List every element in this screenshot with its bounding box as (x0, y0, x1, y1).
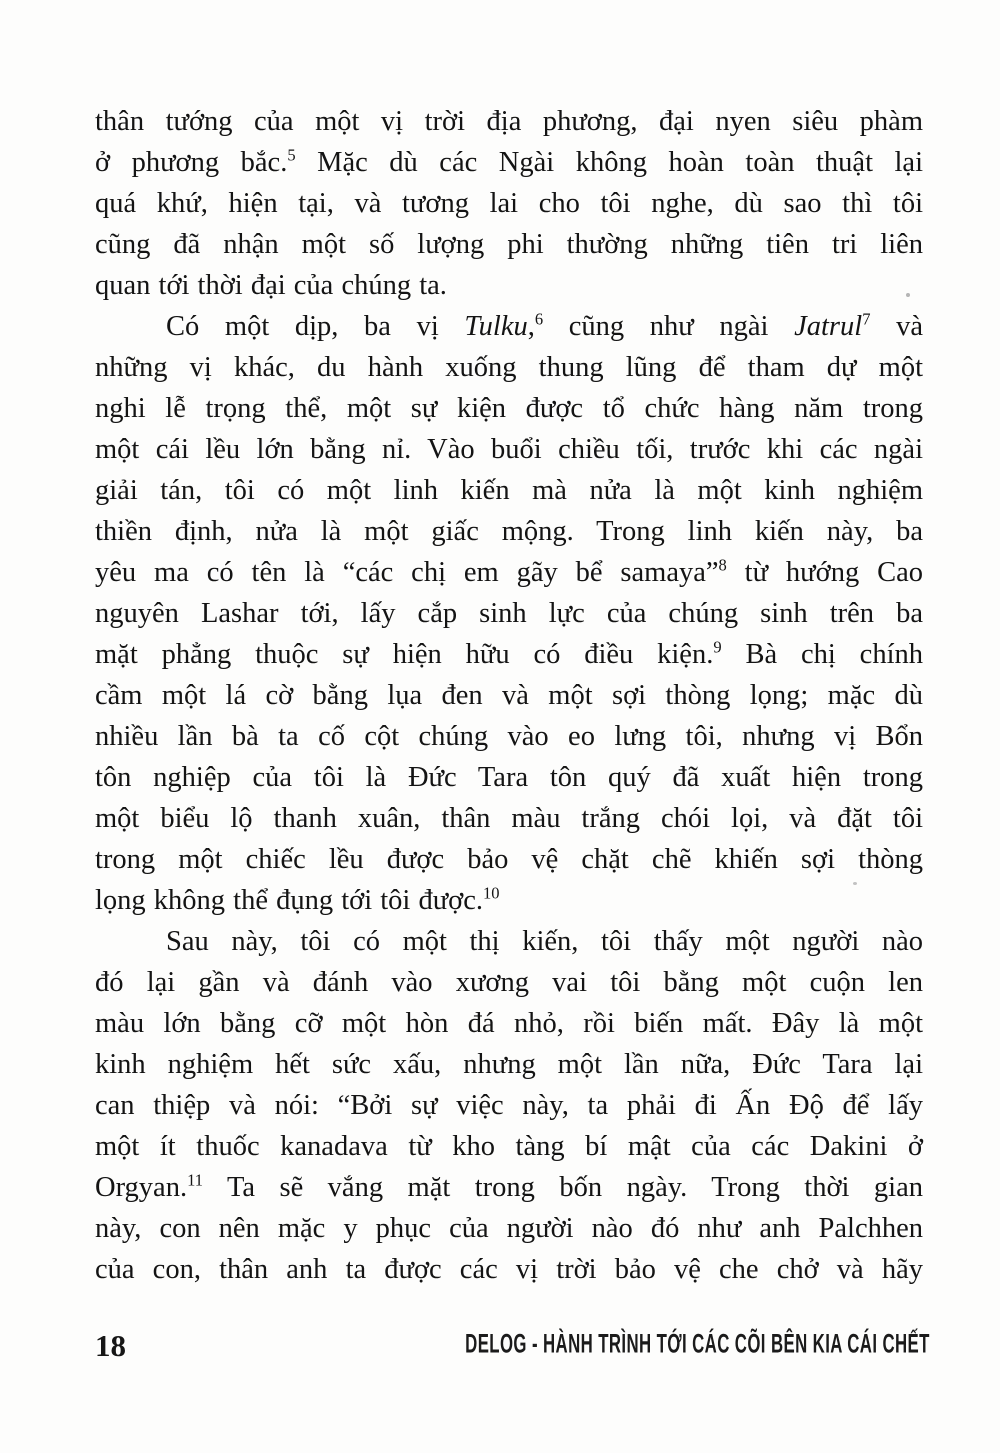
text-line: nghi lễ trọng thể, một sự kiện được tổ chức hàng năm trong (95, 393, 923, 424)
text-line: thân tướng của một vị trời địa phương, đại nyen siêu phàm (95, 106, 923, 137)
text-line: giải tán, tôi có một linh kiến mà nửa là một kinh nghiệm (95, 475, 923, 506)
scan-speckle (906, 293, 910, 297)
text-line: quan tới thời đại của chúng ta. (95, 270, 447, 301)
text-line: một ít thuốc kanadava từ kho tàng bí mật của các Dakini ở (95, 1131, 923, 1162)
text-line: màu lớn bằng cỡ một hòn đá nhỏ, rồi biến mất. Đây là một (95, 1008, 923, 1039)
body-text (95, 101, 923, 1290)
page-number: 18 (95, 1328, 126, 1363)
body-paragraph (95, 921, 923, 1290)
text-line: trong một chiếc lều được bảo vệ chặt chẽ khiến sợi thòng (95, 844, 923, 875)
text-line: Orgyan.$^{11}$ Ta sẽ vắng mặt trong bốn ngày. Trong thời gian (95, 1170, 923, 1203)
text-line: quá khứ, hiện tại, và tương lai cho tôi nghe, dù sao thì tôi (95, 188, 923, 219)
text-line: cũng đã nhận một số lượng phi thường những tiên tri liên (95, 229, 923, 260)
text-line: kinh nghiệm hết sức xấu, nhưng một lần nữa, Đức Tara lại (95, 1049, 923, 1080)
text-line: ở phương bắc.$^5$ Mặc dù các Ngài không hoàn toàn thuật lại (95, 145, 924, 178)
text-line: yêu ma có tên là “các chị em gãy bể samaya”$^8$ từ hướng Cao (95, 555, 923, 588)
scan-speckle (853, 882, 857, 885)
text-line: nguyên Lashar tới, lấy cắp sinh lực của chúng sinh trên ba (95, 598, 923, 629)
text-line: đó lại gần và đánh vào xương vai tôi bằng một cuộn len (95, 967, 923, 998)
body-paragraph (95, 101, 923, 306)
text-line: cầm một lá cờ bằng lụa đen và một sợi thòng lọng; mặc dù (95, 680, 923, 711)
text-line: những vị khác, du hành xuống thung lũng để tham dự một (95, 352, 923, 383)
text-line: của con, thân anh ta được các vị trời bảo vệ che chở và hãy (95, 1254, 923, 1285)
text-line: tôn nghiệp của tôi là Đức Tara tôn quý đã xuất hiện trong (95, 762, 923, 793)
text-line: nhiều lần bà ta cố cột chúng vào eo lưng tôi, nhưng vị Bổn (95, 721, 923, 752)
text-line: Sau này, tôi có một thị kiến, tôi thấy một người nào (166, 926, 923, 957)
text-line: mặt phẳng thuộc sự hiện hữu có điều kiện.$^9$ Bà chị chính (95, 637, 923, 670)
text-line: một cái lều lớn bằng nỉ. Vào buổi chiều tối, trước khi các ngài (95, 434, 923, 465)
text-line: can thiệp và nói: “Bởi sự việc này, ta phải đi Ấn Độ để lấy (95, 1090, 923, 1121)
body-paragraph (95, 306, 923, 921)
text-line: này, con nên mặc y phục của người nào đó như anh Palchhen (95, 1213, 923, 1244)
text-line: lọng không thể đụng tới tôi được.$^{10}$ (95, 883, 500, 916)
text-line: một biểu lộ thanh xuân, thân màu trắng chói lọi, và đặt tôi (95, 803, 923, 834)
text-line: thiền định, nửa là một giấc mộng. Trong linh kiến này, ba (95, 516, 923, 547)
running-footer-title: DELOG - HÀNH TRÌNH TỚI CÁC CÕI BÊN KIA CÁI CHẾT (465, 1329, 930, 1360)
text-line: Có một dịp, ba vị Tulku,$^6$ cũng như ngài Jatrul$^7$ và (166, 309, 923, 342)
